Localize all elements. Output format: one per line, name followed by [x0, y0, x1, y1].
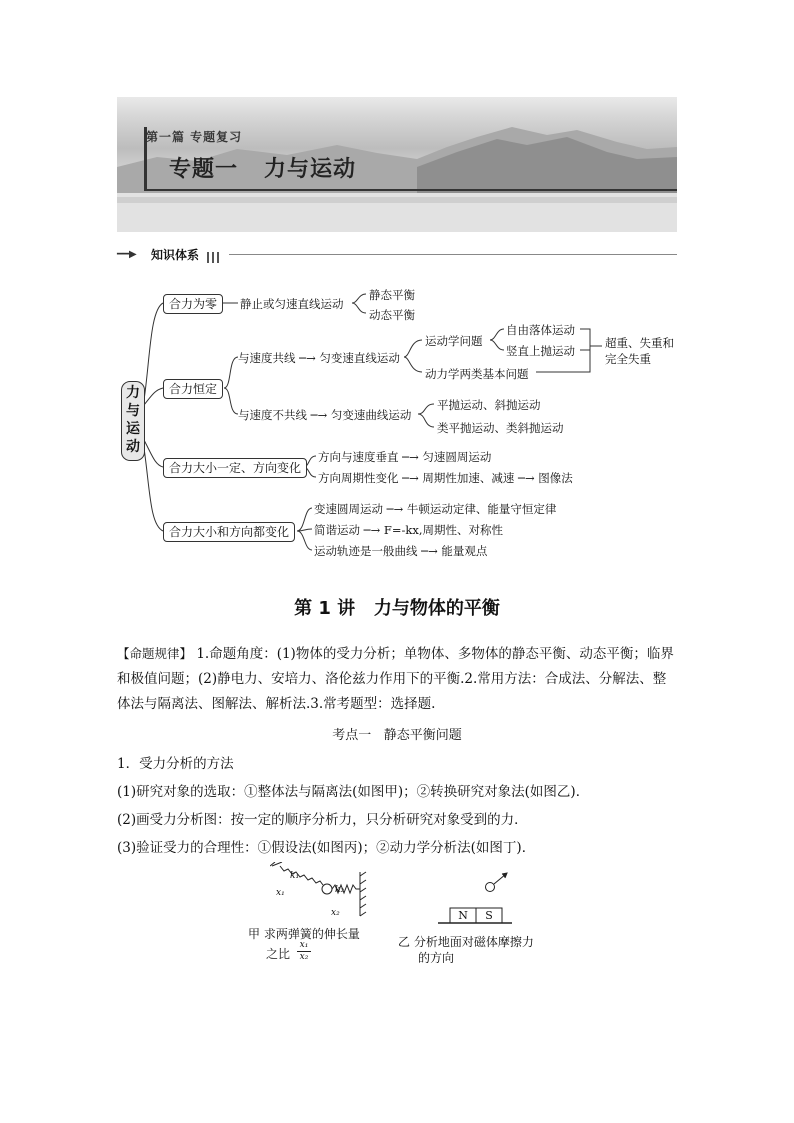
label-x1: x₁: [276, 888, 285, 898]
periodic-line: 方向周期性变化 ─→ 周期性加速、减速 ─→ 图像法: [318, 471, 573, 485]
fraction-x1-x2: [297, 940, 311, 963]
section-title: 考点一 静态平衡问题: [332, 728, 462, 743]
mindmap-root: [121, 381, 145, 461]
collinear-line: 与速度共线 ─→ 匀变速直线运动: [238, 351, 400, 365]
overweight-1: 超重、失重和: [605, 336, 674, 350]
figure-yi-caption: 乙 分析地面对磁体摩擦力: [398, 935, 534, 949]
motion-rest-uniform: 静止或匀速直线运动: [240, 297, 344, 311]
pole-s: S: [485, 909, 493, 922]
kinematics-problem: 运动学问题: [425, 334, 483, 348]
series-label: 第一篇 专题复习: [146, 130, 243, 144]
proposition-rules: [117, 641, 677, 717]
free-fall: 自由落体运动: [506, 323, 575, 337]
label-k1: k₁: [290, 871, 300, 881]
variable-circular: 变速圆周运动 ─→ 牛顿运动定律、能量守恒定律: [314, 502, 557, 516]
content-item-2: (2)画受力分析图：按一定的顺序分析力，只分析研究对象受到的力．: [117, 812, 528, 828]
vertical-throw: 竖直上抛运动: [506, 344, 575, 358]
chapter-title: 专题一 力与运动: [169, 157, 356, 182]
content-item-1: (1)研究对象的选取：①整体法与隔离法(如图甲)；②转换研究对象法(如图乙)．: [117, 784, 590, 800]
rules-tag: 【命题规律】: [117, 646, 193, 661]
fraction-denominator: x₂: [299, 952, 309, 962]
non-collinear-line: 与速度不共线 ─→ 匀变速曲线运动: [238, 408, 412, 422]
figure-jia-caption: 甲 求两弹簧的伸长量: [248, 927, 360, 941]
arrow-right-icon: ━━▶: [117, 249, 137, 260]
box-net-force-zero: 合力为零: [163, 294, 223, 314]
content-heading: 1．受力分析的方法: [117, 756, 234, 772]
overweight-2: 完全失重: [605, 352, 651, 366]
curve-energy: 运动轨迹是一般曲线 ─→ 能量观点: [314, 544, 488, 558]
result-static-equilibrium: 静态平衡: [369, 288, 415, 302]
figure-jia-springs: [270, 862, 370, 920]
label-k2: k₂: [335, 885, 345, 895]
dynamics-problems: 动力学两类基本问题: [425, 367, 529, 381]
projectile: 平抛运动、斜抛运动: [437, 398, 541, 412]
quasi-projectile: 类平抛运动、类斜抛运动: [437, 421, 564, 435]
figure-jia-caption-2: 之比: [266, 947, 291, 961]
box-both-vary: 合力大小和方向都变化: [163, 522, 295, 542]
knowledge-system-label: 知识体系: [151, 248, 200, 262]
lecture-title: 第 1 讲 力与物体的平衡: [294, 598, 500, 619]
figure-yi-caption-2: 的方向: [418, 951, 455, 965]
shm-line: 简谐运动 ─→ F=-kx,周期性、对称性: [314, 523, 503, 537]
box-net-force-constant: 合力恒定: [163, 379, 223, 399]
root-label: 力与运动: [126, 385, 140, 455]
label-x2: x₂: [331, 908, 340, 918]
rules-text: 1.命题角度：(1)物体的受力分析；单物体、多物体的静态平衡、动态平衡；临界和极值问题；(2)静电力、安培力、洛伦兹力作用下的平衡.2.常用方法：合成法、分解法、整体法与隔离法、图解法、解析法.3.常考题型：选择题.: [117, 646, 674, 712]
result-dynamic-equilibrium: 动态平衡: [369, 308, 415, 322]
perpendicular-line: 方向与速度垂直 ─→ 匀速圆周运动: [318, 450, 492, 464]
pole-n: N: [458, 909, 468, 922]
content-item-3: (3)验证受力的合理性：①假设法(如图丙)；②动力学分析法(如图丁)．: [117, 840, 536, 856]
fraction-numerator: x₁: [297, 940, 311, 952]
box-magnitude-constant: 合力大小一定、方向变化: [163, 458, 307, 478]
